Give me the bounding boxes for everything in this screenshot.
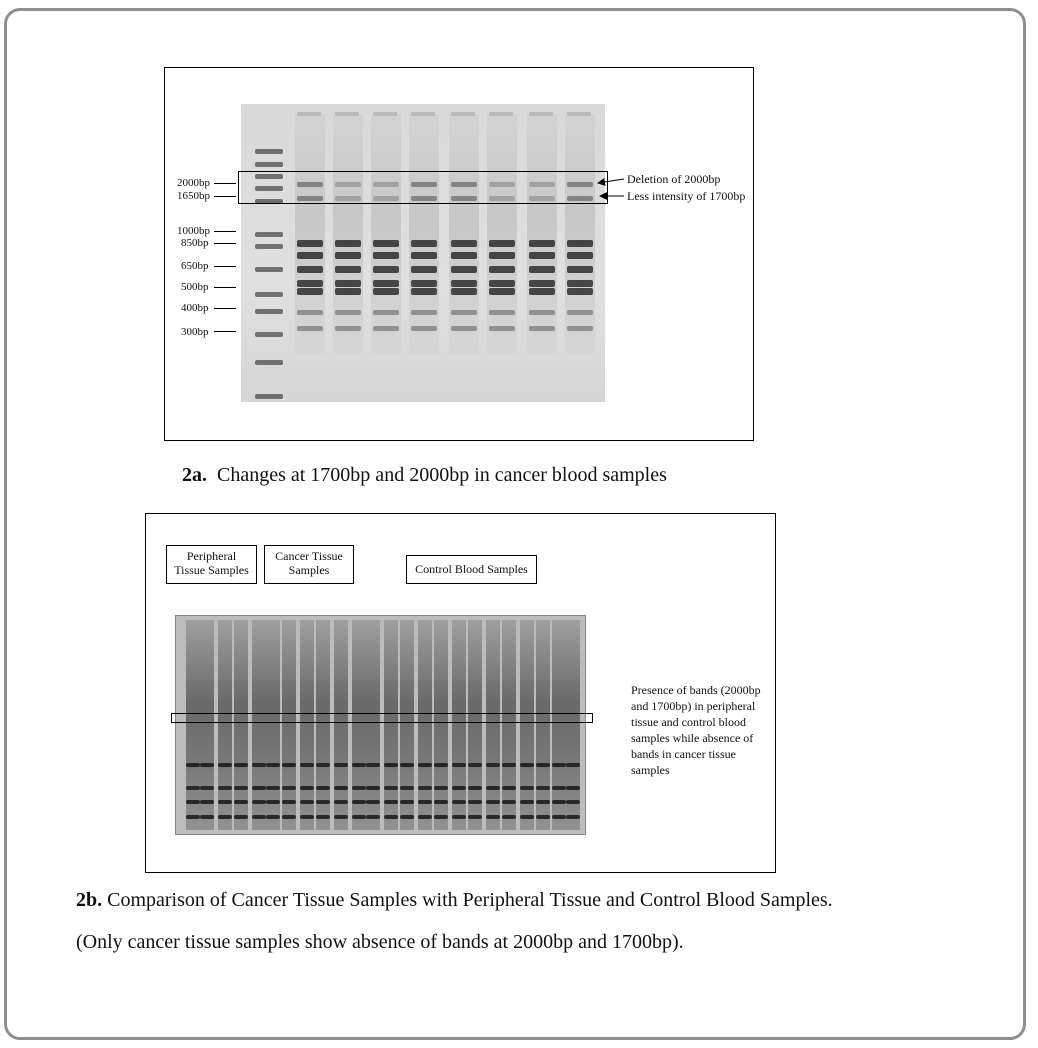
gel-band [502, 800, 516, 804]
gel-band [400, 815, 414, 819]
gel-band [252, 815, 266, 819]
gel-band [468, 800, 482, 804]
gel-band [282, 815, 296, 819]
gel-band [366, 763, 380, 767]
gel-band [300, 786, 314, 790]
gel-band [200, 800, 214, 804]
gel-lane [316, 620, 330, 830]
gel-band [400, 800, 414, 804]
gel-band [418, 800, 432, 804]
gel-band [452, 815, 466, 819]
gel-band [366, 786, 380, 790]
gel-band [300, 763, 314, 767]
gel-band [266, 763, 280, 767]
gel-band [486, 815, 500, 819]
gel-band [282, 763, 296, 767]
gel-lane [418, 620, 432, 830]
gel-band [334, 800, 348, 804]
gel-band [186, 763, 200, 767]
caption-2b-label: 2b. [76, 889, 103, 911]
gel-lane [282, 620, 296, 830]
gel-band [186, 786, 200, 790]
gel-lane [384, 620, 398, 830]
gel-band [218, 786, 232, 790]
gel-band [502, 815, 516, 819]
gel-lane [366, 620, 380, 830]
gel-band [400, 763, 414, 767]
gel-band [352, 786, 366, 790]
gel-band [486, 786, 500, 790]
gel-band [352, 763, 366, 767]
gel-band [200, 786, 214, 790]
gel-band [552, 815, 566, 819]
caption-2a-label: 2a. [182, 464, 207, 486]
gel-band [266, 786, 280, 790]
gel-band [252, 786, 266, 790]
ladder-label-2000bp: 2000bp [177, 177, 210, 189]
gel-band [452, 786, 466, 790]
gel-band [520, 815, 534, 819]
ladder-label-1650bp: 1650bp [177, 190, 210, 202]
gel-band [266, 815, 280, 819]
ladder-label-850bp: 850bp [181, 237, 209, 249]
gel-band [486, 763, 500, 767]
gel-band [252, 800, 266, 804]
gel-band [300, 800, 314, 804]
caption-2b-line2: (Only cancer tissue samples show absence of bands at 2000bp and 1700bp). [76, 931, 684, 953]
gel-band [468, 763, 482, 767]
gel-band [334, 763, 348, 767]
gel-band [502, 763, 516, 767]
ladder-label-400bp: 400bp [181, 302, 209, 314]
annotation-less-intensity: Less intensity of 1700bp [627, 189, 746, 203]
caption-2a [182, 463, 667, 487]
gel-band [384, 763, 398, 767]
gel-band [536, 763, 550, 767]
gel-band [316, 800, 330, 804]
gel-band [334, 786, 348, 790]
gel-band [266, 800, 280, 804]
gel-band [282, 800, 296, 804]
gel-band [520, 800, 534, 804]
gel-lane [200, 620, 214, 830]
gel-band [552, 786, 566, 790]
gel-lane [218, 620, 232, 830]
gel-band [552, 800, 566, 804]
gel-lane [468, 620, 482, 830]
gel-band [300, 815, 314, 819]
gel-lane [566, 620, 580, 830]
gel-lane [520, 620, 534, 830]
gel-lane [266, 620, 280, 830]
gel-band [234, 815, 248, 819]
gel-band [434, 800, 448, 804]
gel-band [218, 763, 232, 767]
gel-band [520, 786, 534, 790]
gel-lane [552, 620, 566, 830]
gel-band [200, 763, 214, 767]
gel-lane [486, 620, 500, 830]
ladder-label-1000bp: 1000bp [177, 225, 210, 237]
arrow-deletion [598, 179, 624, 183]
gel-band [218, 800, 232, 804]
gel-band [352, 815, 366, 819]
gel-band [186, 800, 200, 804]
gel-band [434, 815, 448, 819]
gel-band [200, 815, 214, 819]
gel-band [234, 800, 248, 804]
gel-band [452, 800, 466, 804]
caption-2b [76, 888, 833, 912]
gel-lane [452, 620, 466, 830]
annotation-presence-of-bands: Presence of bands (2000bp and 1700bp) in peripheral tissue and control blood samples while absence of bands in cancer tissue samples [631, 683, 761, 777]
gel-band [418, 815, 432, 819]
gel-band [434, 763, 448, 767]
group-label-peripheral: Peripheral Tissue Samples [166, 545, 257, 584]
gel-lane [434, 620, 448, 830]
gel-band [452, 763, 466, 767]
gel-band [520, 763, 534, 767]
group-label-control: Control Blood Samples [406, 555, 537, 584]
gel-band [566, 815, 580, 819]
gel-band [536, 815, 550, 819]
gel-band [352, 800, 366, 804]
gel-band [384, 786, 398, 790]
gel-band [468, 786, 482, 790]
gel-band [252, 763, 266, 767]
gel-band [384, 800, 398, 804]
gel-band [486, 800, 500, 804]
gel-band [234, 786, 248, 790]
caption-2a-text: Changes at 1700bp and 2000bp in cancer blood samples [217, 464, 667, 486]
highlight-box-2b [171, 713, 593, 723]
gel-band [566, 800, 580, 804]
gel-lane [334, 620, 348, 830]
gel-band [186, 815, 200, 819]
annotation-deletion: Deletion of 2000bp [627, 172, 721, 186]
gel-band [418, 763, 432, 767]
gel-band [536, 786, 550, 790]
caption-2b-text: Comparison of Cancer Tissue Samples with Peripheral Tissue and Control Blood Samples. [107, 889, 833, 911]
gel-band [366, 815, 380, 819]
gel-band [366, 800, 380, 804]
gel-band [536, 800, 550, 804]
gel-band [552, 763, 566, 767]
gel-band [316, 815, 330, 819]
gel-lane [352, 620, 366, 830]
ladder-label-300bp: 300bp [181, 326, 209, 338]
gel-band [502, 786, 516, 790]
gel-band [316, 763, 330, 767]
gel-band [400, 786, 414, 790]
gel-band [418, 786, 432, 790]
gel-band [282, 786, 296, 790]
gel-band [218, 815, 232, 819]
group-label-cancer: Cancer Tissue Samples [264, 545, 354, 584]
gel-band [468, 815, 482, 819]
gel-lane [502, 620, 516, 830]
gel-band [434, 786, 448, 790]
ladder-label-650bp: 650bp [181, 260, 209, 272]
gel-lane [536, 620, 550, 830]
gel-band [234, 763, 248, 767]
gel-band [566, 786, 580, 790]
gel-lane [252, 620, 266, 830]
gel-lane [300, 620, 314, 830]
gel-band [566, 763, 580, 767]
gel-lane [186, 620, 200, 830]
gel-band [316, 786, 330, 790]
gel-band [334, 815, 348, 819]
ladder-label-500bp: 500bp [181, 281, 209, 293]
gel-band [384, 815, 398, 819]
gel-lane [400, 620, 414, 830]
gel-lane [234, 620, 248, 830]
